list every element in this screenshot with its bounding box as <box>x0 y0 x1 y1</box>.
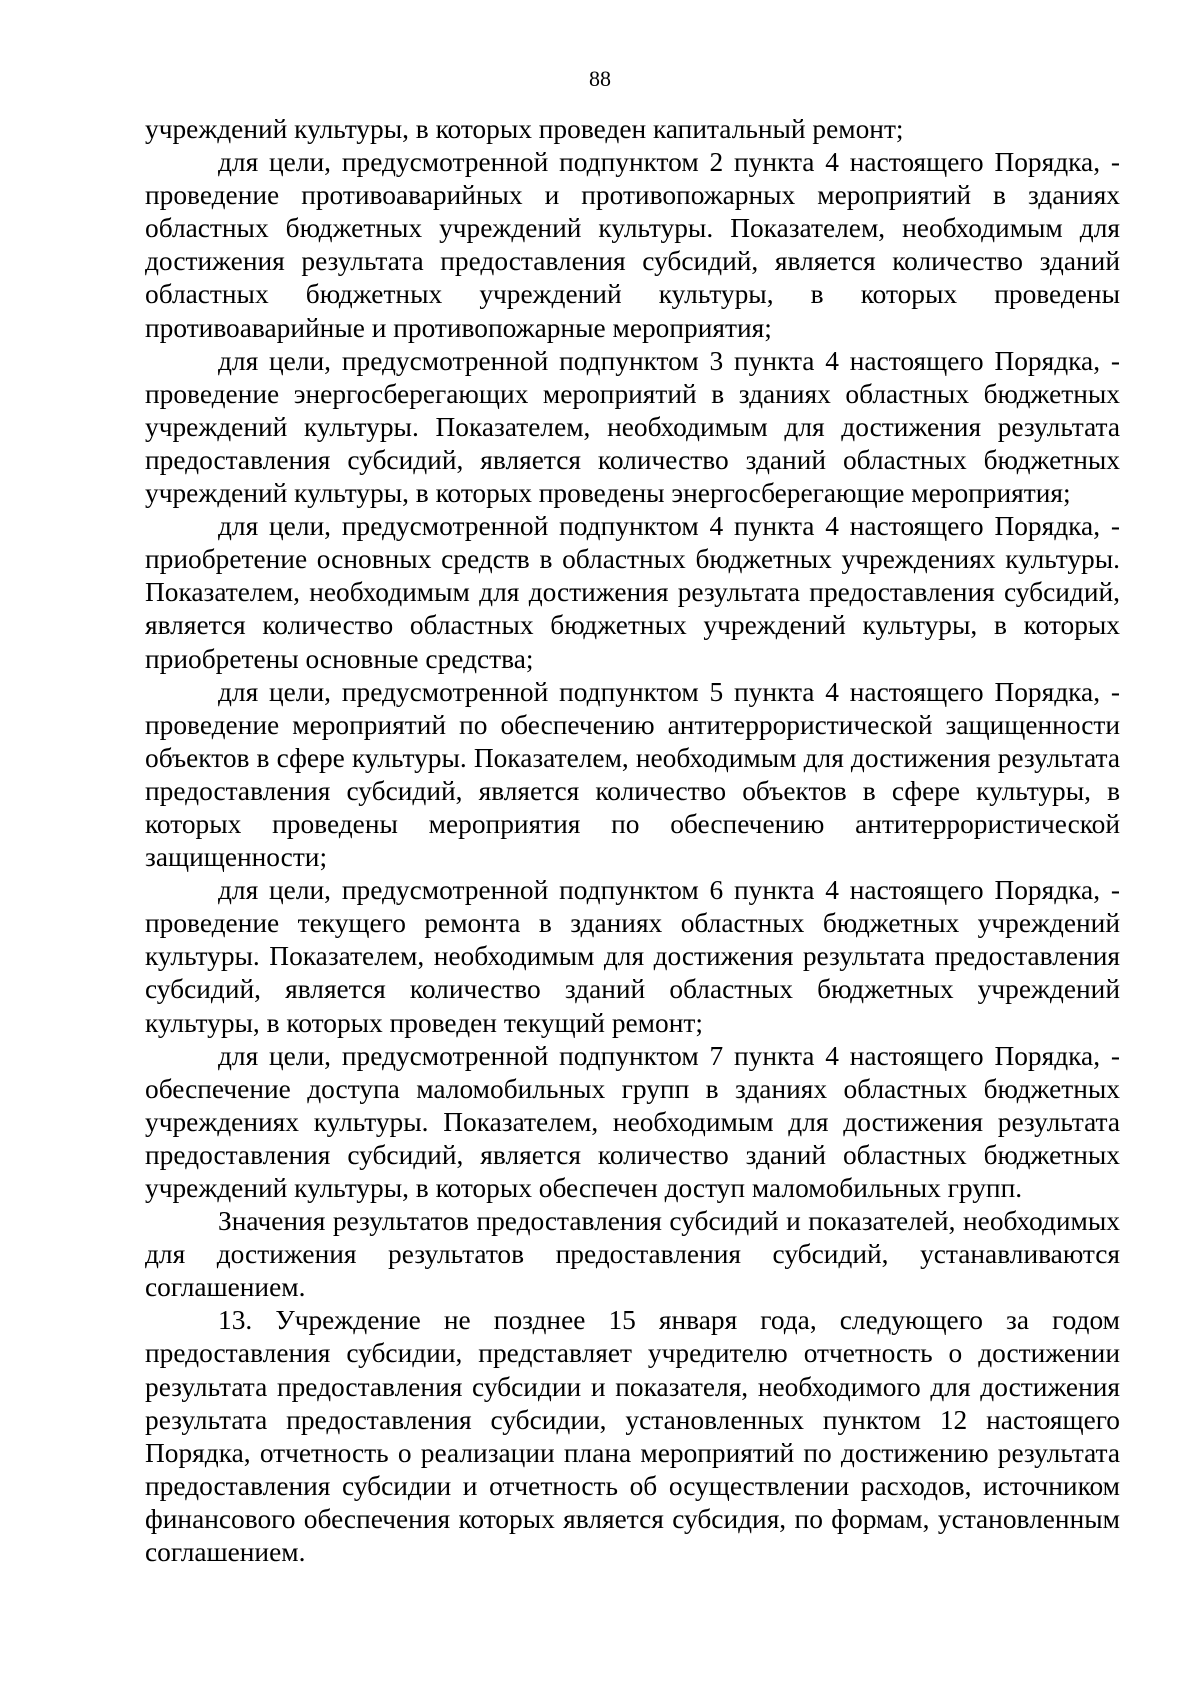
paragraph-goal-4: для цели, предусмотренной подпунктом 4 пункта 4 настоящего Порядка, - приобретение основных средств в областных бюджетных учреждениях культуры. Показателем, необходимым для достижения результата предоставления субсидий, является количество областных бюджетных учреждений культуры, в которых приобретены основные средства; <box>145 511 1120 674</box>
page-number: 88 <box>589 66 611 91</box>
paragraph-item-13: 13. Учреждение не позднее 15 января года, следующего за годом предоставления субсидии, представляет учредителю отчетность о достижении результата предоставления субсидии и показателя, необходимого для достижения результата предоставления субсидии, установленных пунктом 12 настоящего Порядка, отчетность о реализации плана мероприятий по достижению результата предоставления субсидии и отчетность об осуществлении расходов, источником финансового обеспечения которых является субсидия, по формам, установленным соглашением. <box>145 1305 1120 1568</box>
paragraph-goal-2: для цели, предусмотренной подпунктом 2 пункта 4 настоящего Порядка, - проведение противоаварийных и противопожарных мероприятий в зданиях областных бюджетных учреждений культуры. Показателем, необходимым для достижения результата предоставления субсидий, является количество зданий областных бюджетных учреждений культуры, в которых проведены противоаварийные и противопожарные мероприятия; <box>145 147 1120 343</box>
paragraph-continuation: учреждений культуры, в которых проведен капитальный ремонт; <box>145 114 904 144</box>
paragraph-goal-3: для цели, предусмотренной подпунктом 3 пункта 4 настоящего Порядка, - проведение энергосберегающих мероприятий в зданиях областных бюджетных учреждений культуры. Показателем, необходимым для достижения результата предоставления субсидий, является количество зданий областных бюджетных учреждений культуры, в которых проведены энергосберегающие мероприятия; <box>145 345 1120 509</box>
document-body <box>145 113 1120 1569</box>
paragraph-goal-5: для цели, предусмотренной подпунктом 5 пункта 4 настоящего Порядка, - проведение мероприятий по обеспечению антитеррористической защищенности объектов в сфере культуры. Показателем, необходимым для достижения результата предоставления субсидий, является количество объектов в сфере культуры, в которых проведены мероприятия по обеспечению антитеррористической защищенности; <box>145 676 1120 873</box>
paragraph-results-values: Значения результатов предоставления субсидий и показателей, необходимых для достижения результатов предоставления субсидий, устанавливаются соглашением. <box>145 1206 1120 1303</box>
paragraph-goal-6: для цели, предусмотренной подпунктом 6 пункта 4 настоящего Порядка, - проведение текущего ремонта в зданиях областных бюджетных учреждений культуры. Показателем, необходимым для достижения результата предоставления субсидий, является количество зданий областных бюджетных учреждений культуры, в которых проведен текущий ремонт; <box>145 875 1120 1038</box>
paragraph-goal-7: для цели, предусмотренной подпунктом 7 пункта 4 настоящего Порядка, - обеспечение доступа маломобильных групп в зданиях областных бюджетных учреждениях культуры. Показателем, необходимым для достижения результата предоставления субсидий, является количество зданий областных бюджетных учреждений культуры, в которых обеспечен доступ маломобильных групп. <box>145 1040 1120 1203</box>
